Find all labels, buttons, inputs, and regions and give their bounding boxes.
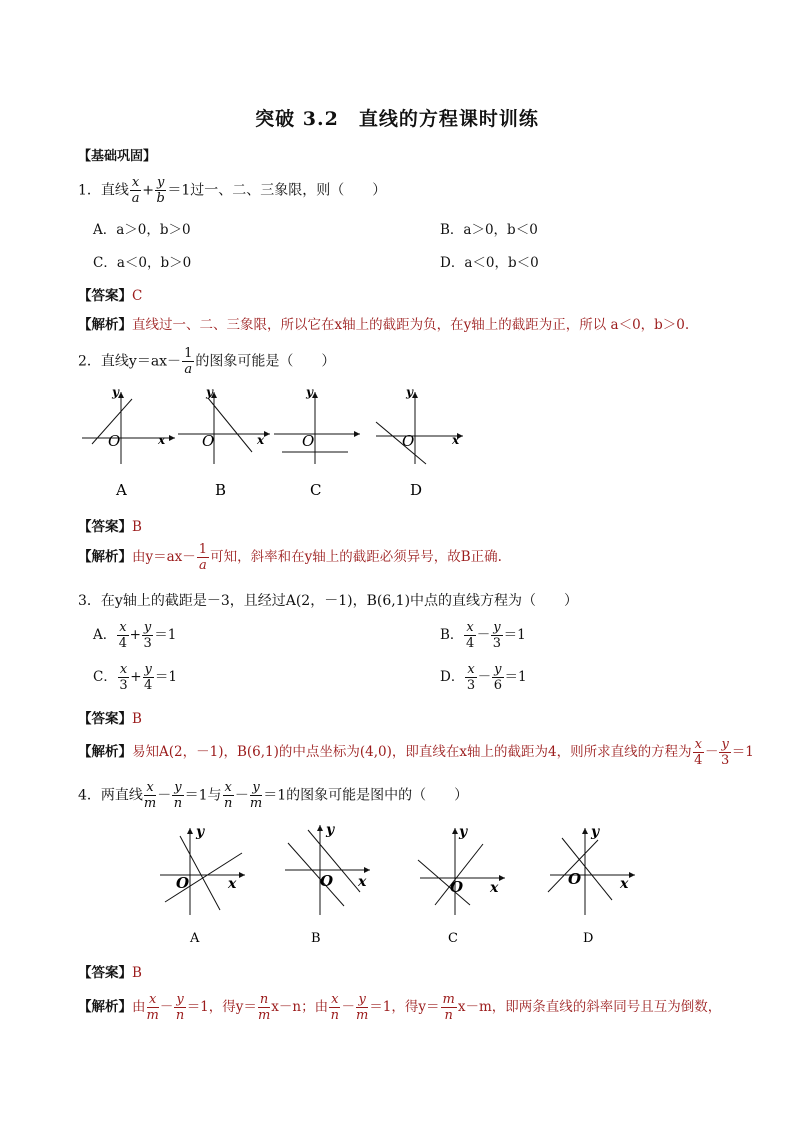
q1-option-b[interactable]: B．a＞0，b＜0 — [440, 222, 538, 238]
q3-option-c[interactable]: C． $\frac{x}{3}$ + $\frac{y}{4}$ ＝1 — [93, 662, 177, 693]
q2-stem: 2．直线y＝ax－ $\frac{1}{a}$ 的图象可能是（ ） — [78, 346, 336, 377]
q4-graph-a — [160, 824, 245, 946]
q2-label-b: B — [215, 481, 227, 499]
q1-analysis: 【解析】直线过一、二、三象限，所以它在x轴上的截距为负，在y轴上的截距为正，所以 a＜0，b＞0. — [78, 317, 690, 333]
q4-label-c: C — [448, 931, 458, 946]
svg-text:y: y — [459, 824, 468, 840]
q4-label-d: D — [583, 931, 594, 946]
svg-text:x: x — [257, 433, 265, 447]
q1-option-c[interactable]: C．a＜0，b＞0 — [93, 255, 192, 271]
svg-text:x: x — [620, 876, 629, 892]
q2-graph-b — [178, 385, 270, 499]
svg-text:y: y — [406, 385, 413, 399]
q4-graph-c — [418, 824, 505, 946]
q2-graph-c — [274, 385, 360, 499]
svg-text:y: y — [326, 822, 335, 838]
q3-stem: 3．在y轴上的截距是－3，且经过A(2，－1)，B(6,1)中点的直线方程为（ ） — [78, 593, 579, 609]
q2-analysis: 【解析】由y＝ax－ $\frac{1}{a}$ 可知，斜率和在y轴上的截距必须异号，故B正确. — [78, 542, 502, 573]
q3-option-a[interactable]: A． $\frac{x}{4}$ + $\frac{y}{3}$ ＝1 — [93, 620, 177, 651]
q4-analysis: 【解析】由 $\frac{x}{m}$ － $\frac{y}{n}$ ＝1，得y＝ $\frac{n}{m}$ x－n；由 $\frac{x}{n}$ － $\frac{y}{m}$ ＝1，得y＝ $\frac{m}{n}$ x－m，即两条直线的斜率同号且互为倒数， — [78, 992, 722, 1023]
svg-text:y: y — [306, 385, 313, 399]
q4-graph-d — [548, 824, 635, 946]
svg-text:x: x — [228, 876, 237, 892]
svg-text:O: O — [202, 432, 215, 450]
q1-frac-xa: $\frac{x}{a}$ — [131, 175, 140, 206]
q2-graphs — [70, 382, 470, 502]
svg-text:O: O — [320, 872, 334, 890]
q3-option-b[interactable]: B． $\frac{x}{4}$ － $\frac{y}{3}$ ＝1 — [440, 620, 526, 651]
q1-answer: 【答案】C — [78, 288, 143, 304]
q2-label-d: D — [410, 481, 423, 499]
q4-label-b: B — [311, 931, 321, 946]
q1-option-a[interactable]: A．a＞0，b＞0 — [93, 222, 191, 238]
q3-analysis: 【解析】易知A(2，－1)，B(6,1)的中点坐标为(4,0)，即直线在x轴上的截距为4，则所求直线的方程为 $\frac{x}{4}$ － $\frac{y}{3}$ ＝1 — [78, 737, 754, 768]
q1-stem-post: ＝1过一、二、三象限，则（ ） — [167, 182, 387, 199]
q1-option-d[interactable]: D．a＜0，b＜0 — [440, 255, 539, 271]
svg-text:O: O — [450, 878, 464, 896]
q2-graph-d — [376, 385, 463, 499]
svg-text:O: O — [176, 874, 190, 892]
q1-stem-pre: 1．直线 — [78, 182, 129, 199]
q2-label-c: C — [310, 481, 322, 499]
q3-option-d[interactable]: D． $\frac{x}{3}$ － $\frac{y}{6}$ ＝1 — [440, 662, 527, 693]
q4-label-a: A — [190, 931, 200, 946]
q2-graph-a — [82, 385, 175, 499]
q3-answer: 【答案】B — [78, 711, 142, 727]
q1-stem: 1．直线 $\frac{x}{a}$ + $\frac{y}{b}$ ＝1过一、二、三象限，则（ ） — [78, 175, 387, 206]
svg-text:x: x — [358, 874, 367, 890]
svg-text:x: x — [452, 433, 460, 447]
svg-text:y: y — [591, 824, 600, 840]
q2-label-a: A — [116, 481, 127, 499]
q4-graphs — [150, 820, 650, 950]
q4-answer: 【答案】B — [78, 965, 142, 981]
svg-text:x: x — [490, 880, 499, 896]
svg-text:O: O — [568, 870, 582, 888]
svg-text:O: O — [108, 432, 121, 450]
q1-frac-yb: $\frac{y}{b}$ — [156, 175, 165, 206]
svg-text:y: y — [206, 385, 213, 399]
svg-text:O: O — [402, 432, 415, 450]
svg-text:y: y — [112, 385, 119, 399]
section-heading: 【基础巩固】 — [78, 149, 157, 164]
svg-text:y: y — [196, 824, 205, 840]
svg-text:O: O — [302, 432, 315, 450]
page-title: 突破 3.2 直线的方程课时训练 — [255, 108, 539, 130]
svg-text:x: x — [158, 433, 166, 447]
q4-stem: 4．两直线 $\frac{x}{m}$ － $\frac{y}{n}$ ＝1与 $\frac{x}{n}$ － $\frac{y}{m}$ ＝1的图象可能是图中的（ ） — [78, 780, 469, 811]
q4-graph-b — [285, 822, 370, 946]
q2-answer: 【答案】B — [78, 519, 142, 535]
